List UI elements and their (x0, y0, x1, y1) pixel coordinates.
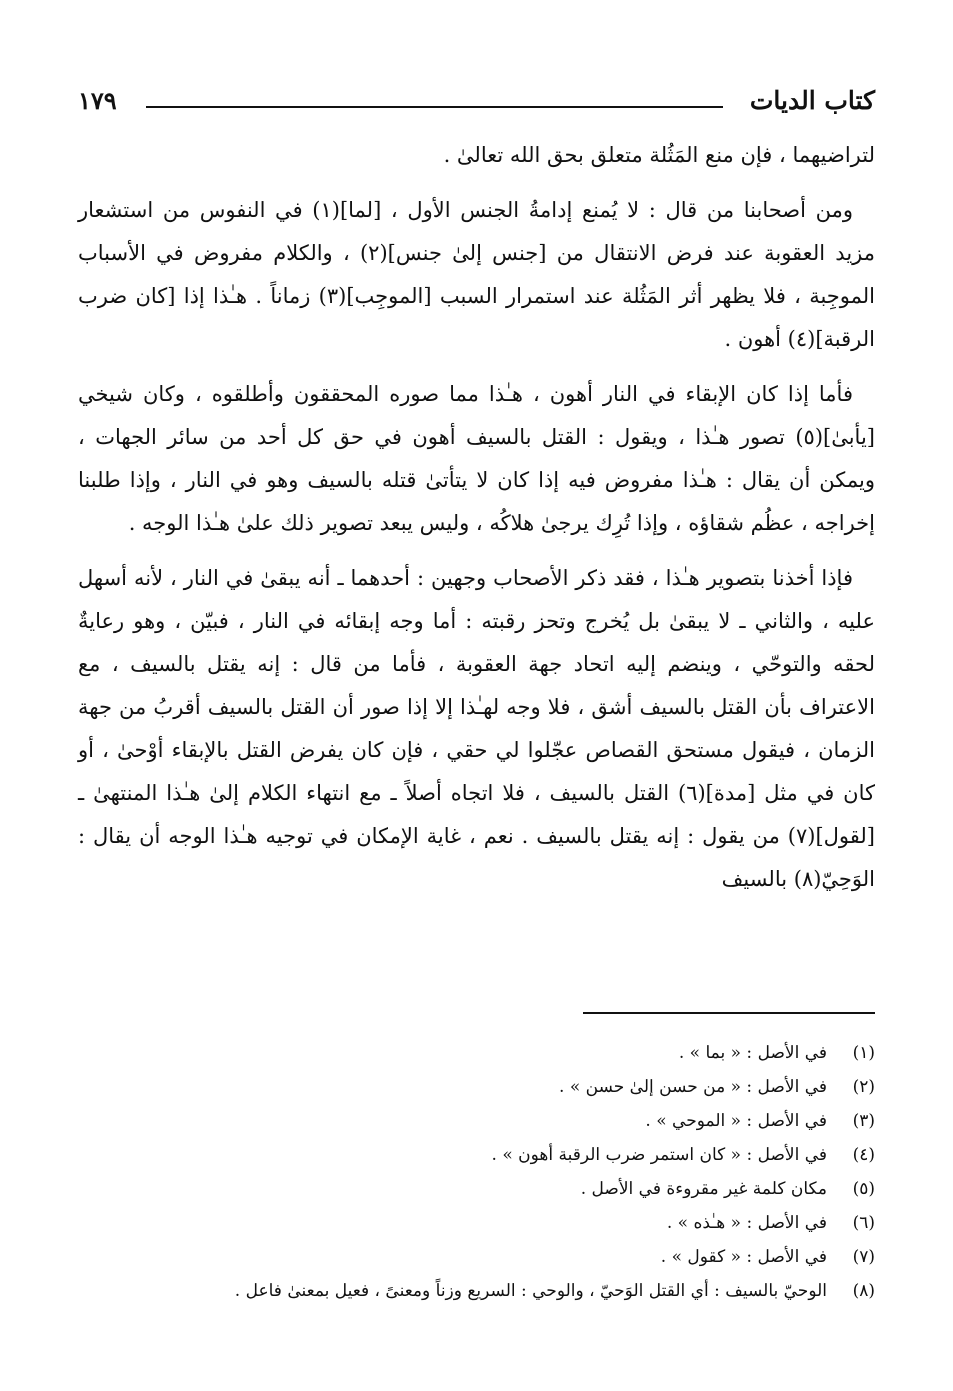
footnote-number: (٤) (852, 1145, 875, 1165)
footnote-text: الوحيّ بالسيف : أي القتل الوَحيّ ، والوحي : السريع وزناً ومعنىً ، فعيل بمعنىٰ فاعل . (234, 1281, 827, 1301)
footnote (78, 1206, 875, 1240)
header-rule (146, 106, 723, 108)
page-number: ١٧٩ (78, 86, 117, 115)
footnote-text: في الأصل : « هـٰذه » . (666, 1213, 827, 1233)
paragraph: لتراضيهما ، فإن منع المَثُلة متعلق بحق الله تعالىٰ . (443, 143, 875, 167)
footnote-number: (٨) (852, 1281, 875, 1301)
footnote (78, 1070, 875, 1104)
footnote-number: (٣) (852, 1111, 875, 1131)
paragraph: فأما إذا كان الإبقاء في النار أهون ، هـٰذا مما صوره المحققون وأطلقوه ، وكان شيخي [يأبىٰ](٥) تصور هـٰذا ، ويقول : القتل بالسيف أهون في حق كل أحد من سائر الجهات ، ويمكن أن يقال : هـٰذا مفروض فيه إذا كان لا يتأتىٰ قتله بالسيف وهو في النار ، وإذا طلبنا إخراجه ، عظُم شقاؤه ، وإذا تُرِك يرجىٰ هلاكُه ، وليس يبعد تصوير ذلك علىٰ هـٰذا الوجه . (78, 382, 875, 535)
footnote-text: في الأصل : « كان استمر ضرب الرقبة أهون » . (491, 1145, 827, 1165)
footnote-text: مكان كلمة غير مقروءة في الأصل . (580, 1179, 827, 1199)
footnote (78, 1036, 875, 1070)
footnote-number: (٥) (852, 1179, 875, 1199)
footnote (78, 1104, 875, 1138)
footnote (78, 1172, 875, 1206)
running-header (78, 84, 875, 120)
footnote-text: في الأصل : « الموحي » . (645, 1111, 827, 1131)
main-text (78, 134, 875, 901)
footnote (78, 1240, 875, 1274)
footnote (78, 1138, 875, 1172)
footnote-number: (٧) (852, 1247, 875, 1267)
footnote-text: في الأصل : « من حسن إلىٰ حسن » . (559, 1077, 827, 1097)
footnote-separator (583, 1012, 875, 1014)
footnote-number: (٦) (852, 1213, 875, 1233)
chapter-title: كتاب الديات (749, 86, 875, 115)
paragraph: فإذا أخذنا بتصوير هـٰذا ، فقد ذكر الأصحاب وجهين : أحدهما ـ أنه يبقىٰ في النار ، لأنه أسهل عليه ، والثاني ـ لا يبقىٰ بل يُخرج وتحز رقبته : أما وجه إبقائه في النار ، فبيّن ، وهو رعايةٌ لحقه والتوحّي ، وينضم إليه اتحاد جهة العقوبة ، فأما من قال : إنه يقتل بالسيف ، مع الاعتراف بأن القتل بالسيف أشق ، فلا وجه لهـٰذا إلا إذا صور أن القتل بالسيف أقربُ من جهة الزمان ، فيقول مستحق القصاص عجّلوا لي حقي ، فإن كان يفرض القتل بالإبقاء أوْحىٰ ، أو كان في مثل [مدة](٦) القتل بالسيف ، فلا اتجاه أصلاً ـ مع انتهاء الكلام إلىٰ هـٰذا المنتهىٰ ـ [لقول](٧) من يقول : إنه يقتل بالسيف . نعم ، غاية الإمكان في توجيه هـٰذا الوجه أن يقال : الوَحِيّ(٨) بالسيف (78, 566, 875, 891)
footnote-text: في الأصل : « كقول » . (660, 1247, 827, 1267)
footnote-text: في الأصل : « بما » . (678, 1043, 827, 1063)
paragraph: ومن أصحابنا من قال : لا يُمنع إدامةُ الجنس الأول ، [لما](١) في النفوس من استشعار مزيد العقوبة عند فرض الانتقال من [جنس إلىٰ جنس](٢) ، والكلام مفروض في الأسباب الموجِبة ، فلا يظهر أثر المَثُلة عند استمرار السبب [الموجِب](٣) زماناً . هـٰذا إذا [كان ضرب الرقبة](٤) أهون . (78, 198, 876, 351)
footnote (78, 1274, 875, 1308)
footnotes (78, 1036, 875, 1308)
footnote-number: (١) (852, 1043, 875, 1063)
footnote-number: (٢) (852, 1077, 875, 1097)
